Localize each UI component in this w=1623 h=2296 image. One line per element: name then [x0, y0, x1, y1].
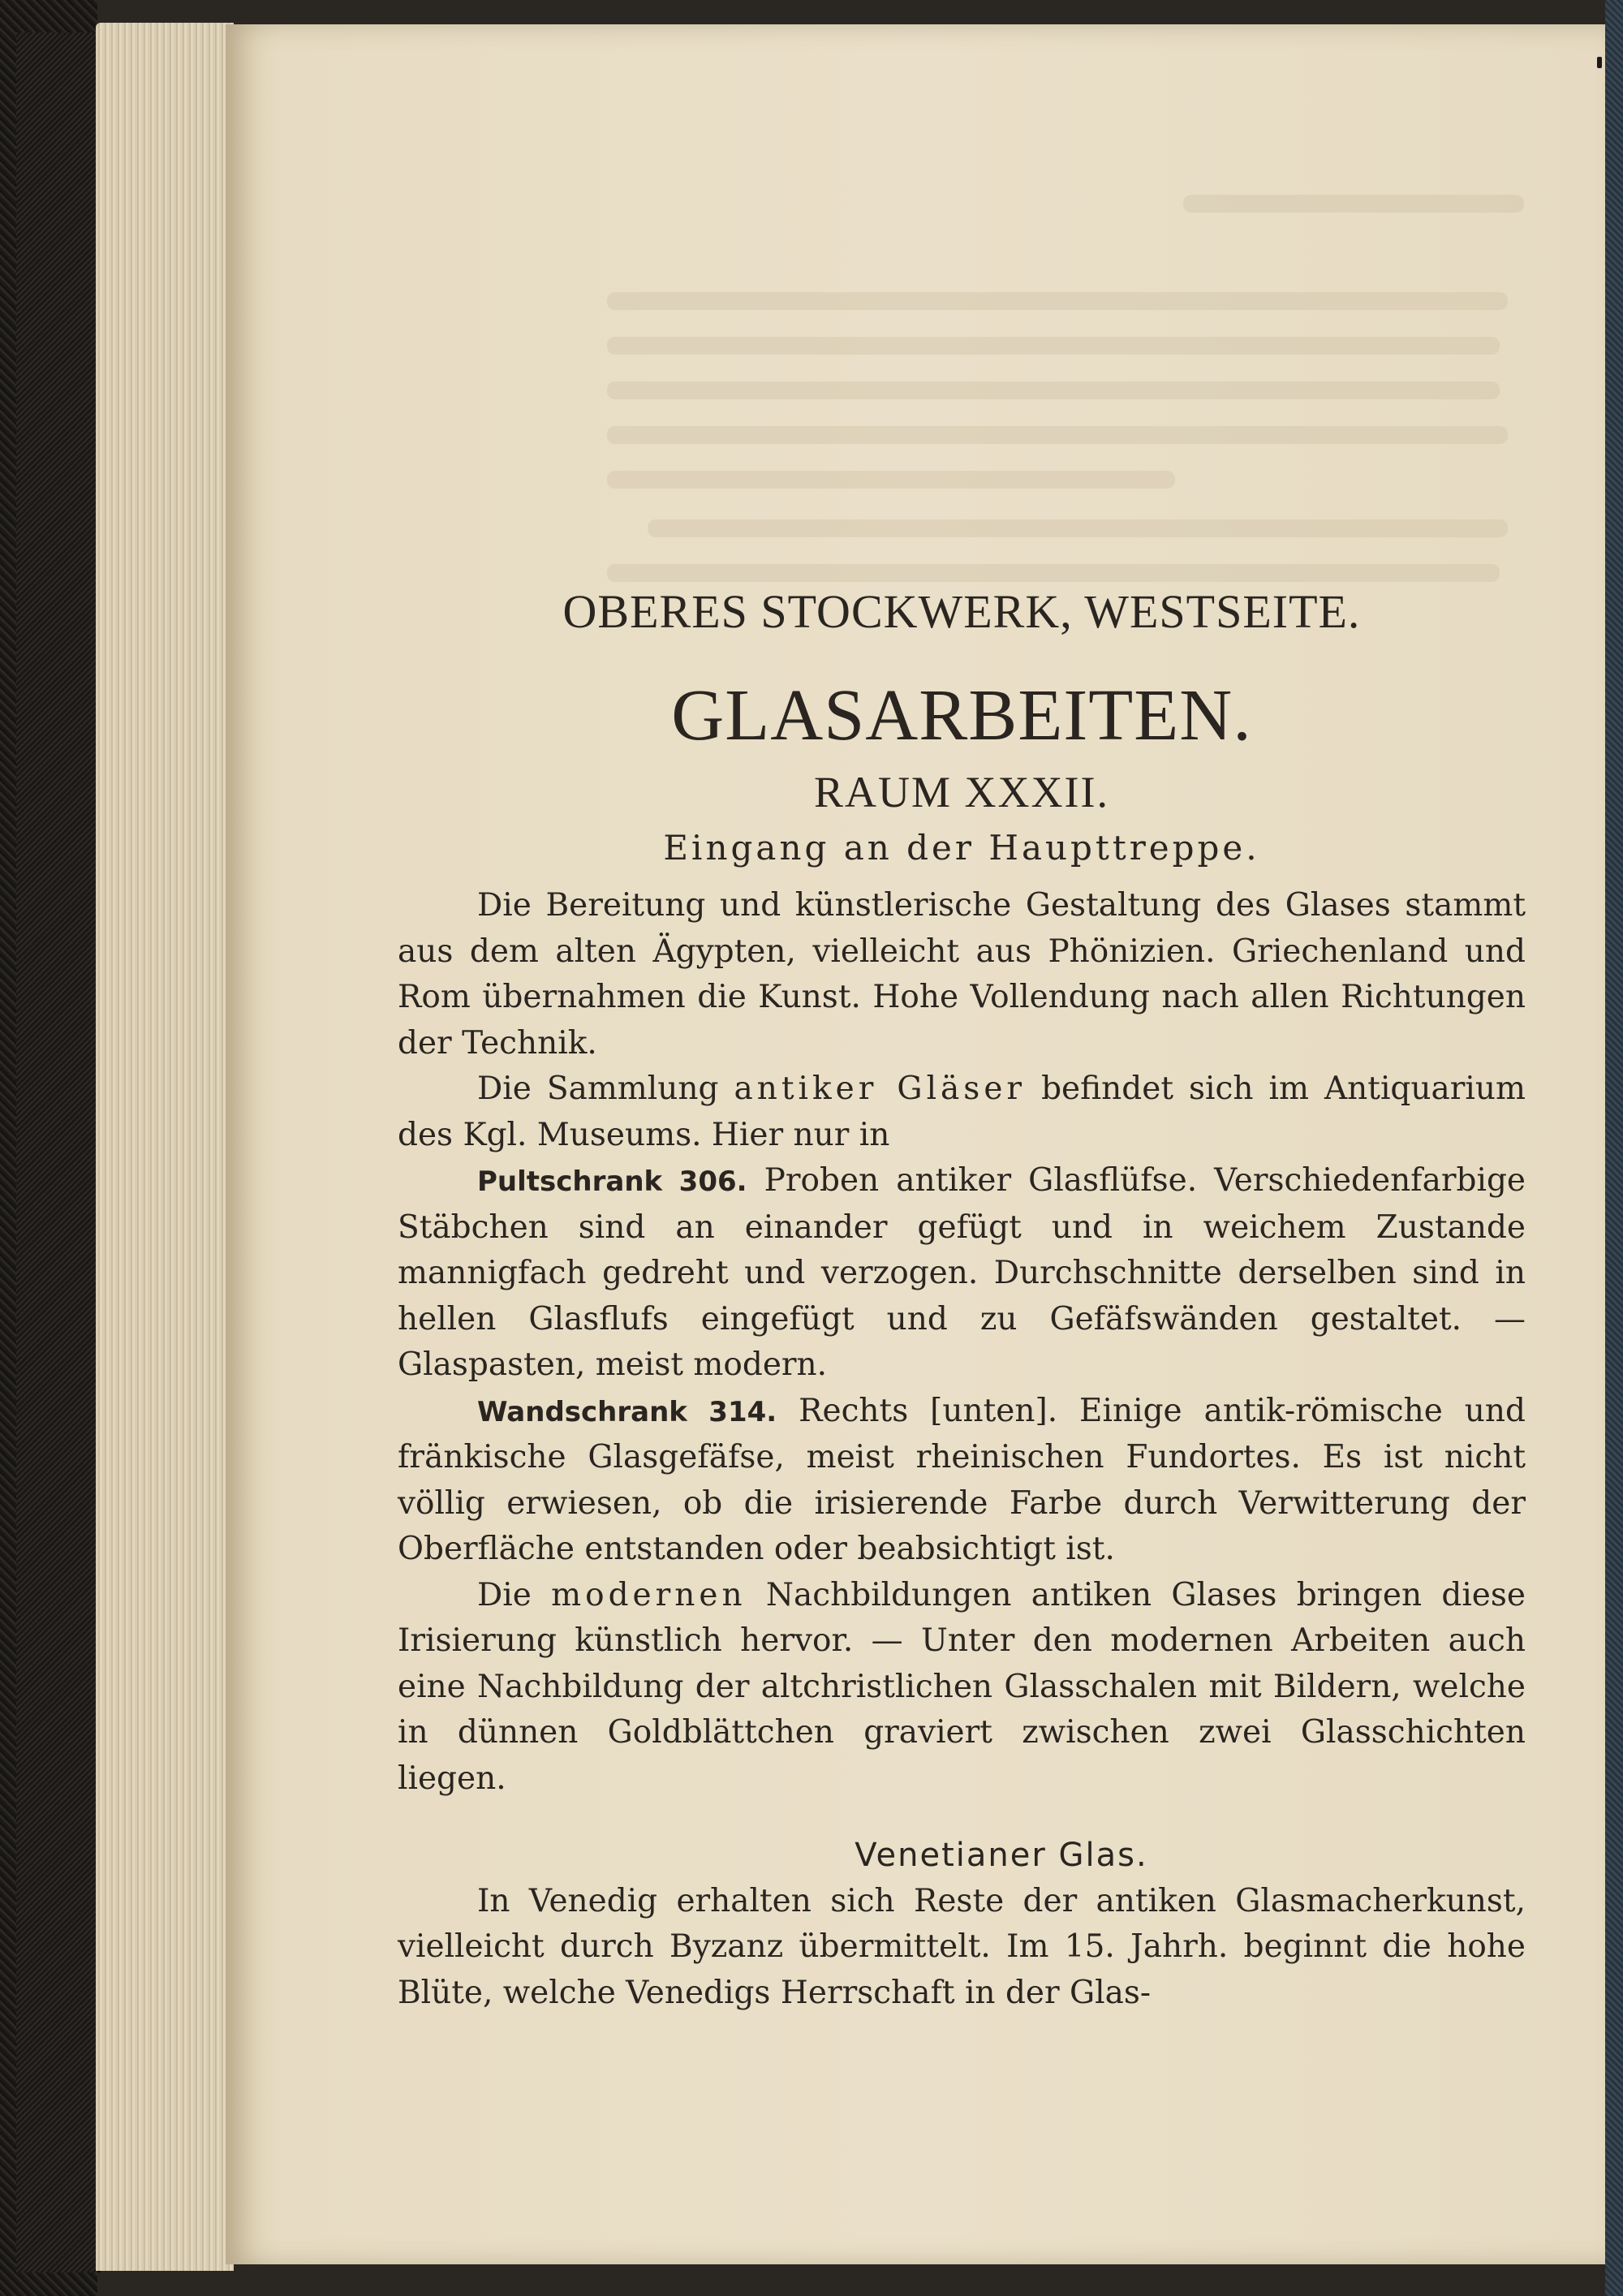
- paragraph-origin: Die Bereitung und künstlerische Gestaltung des Glases stammt aus dem alten Ägypten, vielleicht aus Phönizien. Griechenland und Rom übernahmen die Kunst. Hohe Vollendung nach allen Richtungen der Technik.: [398, 887, 1526, 1062]
- case-label-314: Wandschrank 314.: [477, 1395, 777, 1428]
- venetian-glass-heading: Venetianer Glas.: [855, 1837, 1148, 1874]
- right-cover-edge: [1605, 0, 1623, 2296]
- text-run: befindet sich im Antiquarium des Kgl. Museums. Hier nur in: [398, 1070, 1526, 1153]
- paragraph-case-306: [398, 1158, 1526, 1389]
- case-label-306: Pultschrank 306.: [477, 1165, 747, 1198]
- body-text: [398, 883, 1526, 2016]
- emphasis-modern: modernen: [551, 1576, 747, 1613]
- paragraph-collection: [398, 1066, 1526, 1158]
- paragraph-modern-replicas: [398, 1573, 1526, 1803]
- text-run: Proben antiker Glasflüfse. Verschiedenfarbige Stäbchen sind an einander gefügt und in weichem Zustande mannigfach gedreht und verzogen. Durchschnitte derselben sind in hellen Glasflufs eingefügt und zu Gefäfswänden gestaltet. — Glaspasten, meist modern.: [398, 1162, 1526, 1383]
- text-run: Nachbildungen antiken Glases bringen diese Irisierung künstlich hervor. — Unter den modernen Arbeiten auch eine Nachbildung der altchristlichen Glasschalen mit Bildern, welche in dünnen Goldblättchen graviert zwischen zwei Glasschichten liegen.: [398, 1576, 1526, 1797]
- emphasis-antique-glass: antiker Gläser: [734, 1070, 1027, 1107]
- floor-heading: OBERES STOCKWERK, WESTSEITE.: [562, 585, 1361, 638]
- text-run: Rechts [unten]. Einige antik-römische und fränkische Glasgefäfse, meist rheinischen Fundortes. Es ist nicht völlig erwiesen, ob die irisierende Farbe durch Verwitterung der Oberfläche entstanden oder beabsichtigt ist.: [398, 1392, 1526, 1567]
- paragraph-venice: In Venedig erhalten sich Reste der antiken Glasmacherkunst, vielleicht durch Byzanz übermittelt. Im 15. Jahrh. beginnt die hohe Blüte, welche Venedigs Herrschaft in der Glas-: [398, 1882, 1526, 2011]
- section-heading: GLASARBEITEN.: [671, 675, 1252, 756]
- paragraph-case-314: [398, 1389, 1526, 1573]
- corner-mark: [1597, 57, 1602, 68]
- text-run: Die Sammlung: [477, 1070, 719, 1107]
- text-run: Die: [477, 1576, 532, 1613]
- book-spine-edge: [16, 32, 101, 2272]
- book-page: [226, 24, 1605, 2264]
- page-stack-edges: [96, 23, 234, 2271]
- room-heading: RAUM XXXII.: [814, 768, 1109, 816]
- entrance-note: Eingang an der Haupttreppe.: [663, 828, 1260, 868]
